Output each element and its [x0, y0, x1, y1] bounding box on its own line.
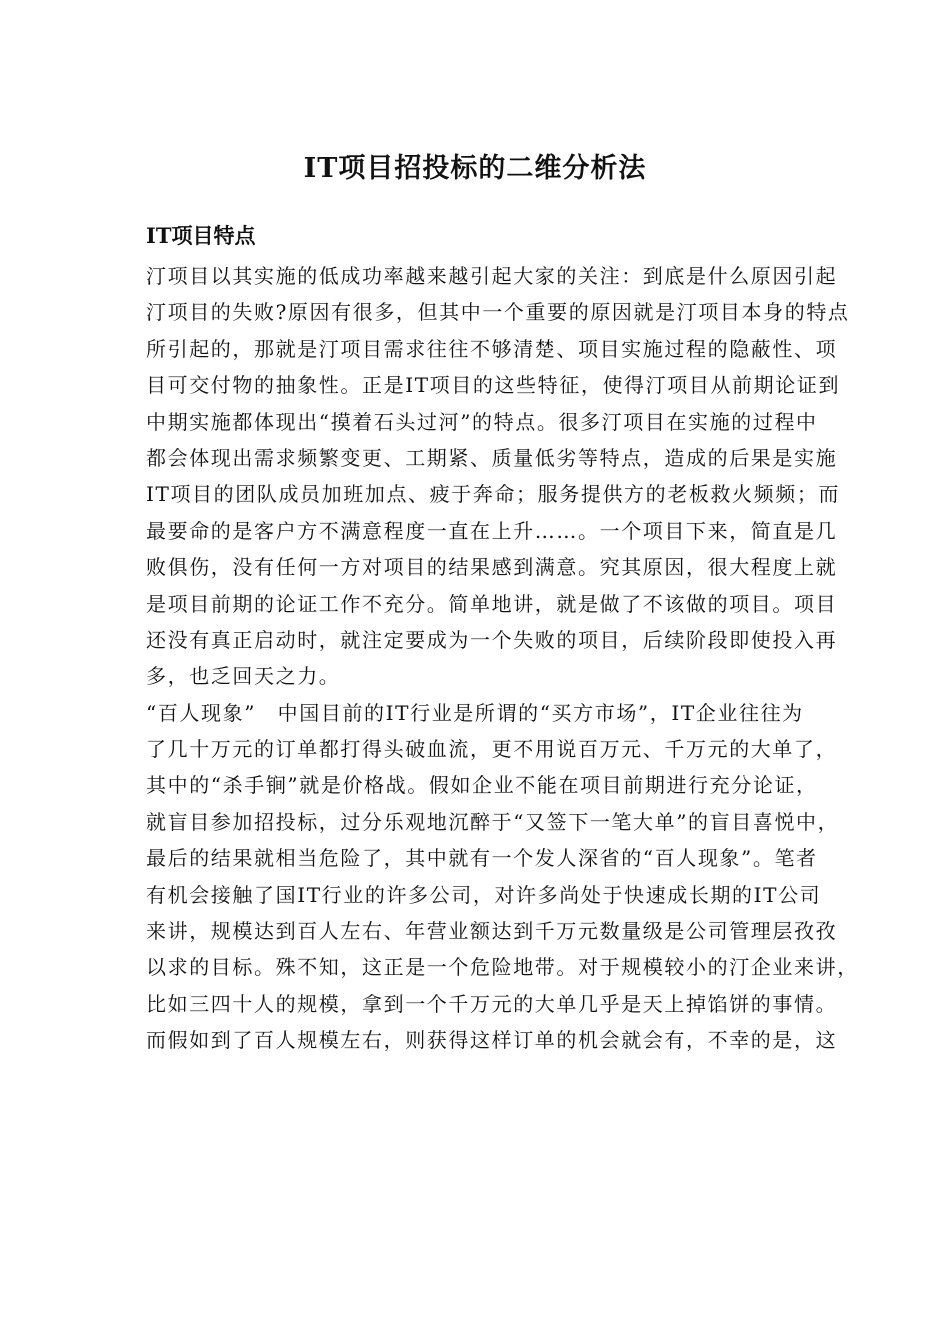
text-line: 目可交付物的抽象性。正是IT项目的这些特征，使得汀项目从前期论证到	[146, 373, 841, 398]
section-heading: IT项目特点	[146, 223, 256, 248]
text-line: 来讲，规模达到百人左右、年营业额达到千万元数量级是公司管理层孜孜	[146, 919, 838, 944]
text-line: 多，也乏回天之力。	[146, 664, 341, 689]
text-line: 以求的目标。殊不知，这正是一个危险地带。对于规模较小的汀企业来讲，	[146, 955, 859, 980]
text-line: 了几十万元的订单都打得头破血流，更不用说百万元、千万元的大单了，	[146, 737, 838, 762]
text-line: 比如三四十人的规模，拿到一个千万元的大单几乎是天上掉馅饼的事情。	[146, 991, 838, 1016]
text-line: 汀项目的失败?原因有很多，但其中一个重要的原因就是汀项目本身的特点	[146, 300, 850, 325]
text-line: 汀项目以其实施的低成功率越来越引起大家的关注：到底是什么原因引起	[146, 264, 838, 288]
text-line: 中期实施都体现出“摸着石头过河”的特点。很多汀项目在实施的过程中	[146, 409, 818, 434]
text-line: 就盲目参加招投标，过分乐观地沉醉于“又签下一笔大单”的盲目喜悦中，	[146, 809, 840, 834]
text-line: 所引起的，那就是汀项目需求往往不够清楚、项目实施过程的隐蔽性、项	[146, 336, 838, 361]
text-line: 都会体现出需求频繁变更、工期紧、质量低劣等特点，造成的后果是实施	[146, 445, 838, 470]
text-line: 其中的“杀手锏”就是价格战。假如企业不能在项目前期进行充分论证，	[146, 773, 818, 798]
text-line: 而假如到了百人规模左右，则获得这样订单的机会就会有，不幸的是，这	[146, 1028, 838, 1053]
text-line: “百人现象” 中国目前的IT行业是所谓的“买方市场”，IT企业往往为	[146, 700, 804, 725]
text-line: 有机会接触了国IT行业的许多公司，对许多尚处于快速成长期的IT公司	[146, 882, 822, 907]
text-line: 是项目前期的论证工作不充分。简单地讲，就是做了不该做的项目。项目	[146, 591, 838, 616]
text-line: IT项目的团队成员加班加点、疲于奔命；服务提供方的老板救火频频；而	[146, 482, 841, 507]
text-line: 败俱伤，没有任何一方对项目的结果感到满意。究其原因，很大程度上就	[146, 555, 838, 580]
body-text	[146, 258, 871, 1059]
document-title: IT项目招投标的二维分析法	[303, 153, 647, 184]
text-line: 最要命的是客户方不满意程度一直在上升……。一个项目下来，简直是几	[146, 518, 838, 543]
text-line: 还没有真正启动时，就注定要成为一个失败的项目，后续阶段即使投入再	[146, 627, 838, 652]
text-line: 最后的结果就相当危险了，其中就有一个发人深省的“百人现象”。笔者	[146, 846, 818, 871]
